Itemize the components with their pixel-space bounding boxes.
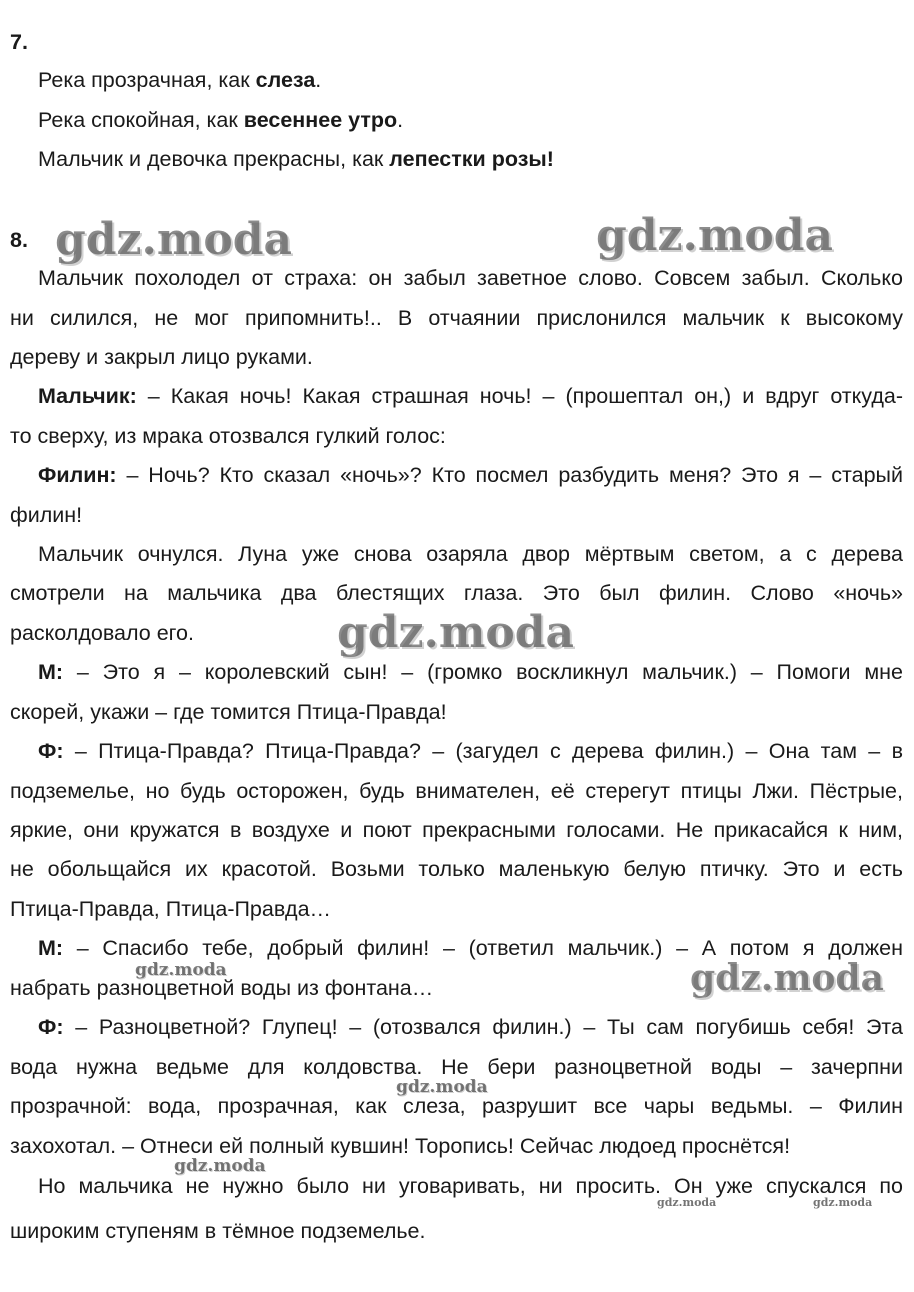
watermark: gdz.moda	[135, 960, 227, 980]
dialogue-line: Филин: – Ночь? Кто сказал «ночь»? Кто посмел разбудить меня? Это я – старый	[38, 463, 903, 487]
watermark: gdz.moda	[55, 214, 293, 265]
dialogue-line: М: – Это я – королевский сын! – (громко воскликнул мальчик.) – Помоги мне	[38, 660, 903, 684]
watermark: gdz.moda	[596, 210, 834, 261]
text-line: то сверху, из мрака отозвался гулкий голос:	[10, 424, 446, 448]
watermark: gdz.moda	[813, 1196, 873, 1209]
text-line: ни силился, не мог припомнить!.. В отчаянии прислонился мальчик к высокому	[10, 306, 903, 330]
speaker-label: Ф:	[38, 1015, 64, 1039]
text-line: смотрели на мальчика два блестящих глаза. Это был филин. Слово «ночь»	[10, 581, 903, 605]
text-line: Мальчик похолодел от страха: он забыл заветное слово. Совсем забыл. Сколько	[38, 266, 903, 290]
speaker-label: М:	[38, 660, 64, 684]
text-line: не обольщайся их красотой. Возьми только маленькую белую птичку. Это и есть	[10, 857, 903, 881]
sentence-2: Река спокойная, как весеннее утро.	[38, 108, 404, 132]
text-line: подземелье, но будь осторожен, будь внимателен, её стерегут птицы Лжи. Пёстрые,	[10, 779, 903, 803]
speaker-label: Мальчик:	[38, 384, 137, 408]
text-line: широким ступеням в тёмное подземелье.	[10, 1219, 426, 1243]
sentence-1: Река прозрачная, как слеза.	[38, 68, 322, 92]
watermark: gdz.moda	[690, 957, 884, 999]
text-line: прозрачной: вода, прозрачная, как слеза, разрушит все чары ведьмы. – Филин	[10, 1094, 903, 1118]
dialogue-line: Ф: – Разноцветной? Глупец! – (отозвался филин.) – Ты сам погубишь себя! Эта	[38, 1015, 903, 1039]
watermark: gdz.moda	[396, 1077, 488, 1097]
speaker-label: Филин:	[38, 463, 117, 487]
dialogue-line: Мальчик: – Какая ночь! Какая страшная ночь! – (прошептал он,) и вдруг откуда-	[38, 384, 903, 408]
watermark: gdz.moda	[657, 1196, 717, 1209]
text-line: филин!	[10, 503, 83, 527]
text-line: захохотал. – Отнеси ей полный кувшин! Торопись! Сейчас людоед проснётся!	[10, 1134, 791, 1158]
text-line: дереву и закрыл лицо руками.	[10, 345, 313, 369]
text-line: яркие, они кружатся в воздухе и поют прекрасными голосами. Не прикасайся к ним,	[10, 818, 903, 842]
text-line: расколдовало его.	[10, 621, 194, 645]
speaker-label: Ф:	[38, 739, 64, 763]
text-line: Птица-Правда, Птица-Правда…	[10, 897, 332, 921]
text-line: набрать разноцветной воды из фонтана…	[10, 976, 434, 1000]
text-line: Мальчик очнулся. Луна уже снова озаряла двор мёртвым светом, а с дерева	[38, 542, 903, 566]
dialogue-line: М: – Спасибо тебе, добрый филин! – (ответил мальчик.) – А потом я должен	[38, 936, 903, 960]
exercise-number-8: 8.	[10, 228, 28, 252]
text-line: Но мальчика не нужно было ни уговаривать, ни просить. Он уже спускался по	[38, 1174, 903, 1198]
speaker-label: М:	[38, 936, 64, 960]
text-line: скорей, укажи – где томится Птица-Правда!	[10, 700, 447, 724]
sentence-3: Мальчик и девочка прекрасны, как лепестки розы!	[38, 147, 554, 171]
watermark: gdz.moda	[337, 607, 575, 658]
text-line: вода нужна ведьме для колдовства. Не бери разноцветной воды – зачерпни	[10, 1055, 903, 1079]
dialogue-line: Ф: – Птица-Правда? Птица-Правда? – (загудел с дерева филин.) – Она там – в	[38, 739, 903, 763]
watermark: gdz.moda	[174, 1156, 266, 1176]
exercise-number-7: 7.	[10, 30, 28, 54]
